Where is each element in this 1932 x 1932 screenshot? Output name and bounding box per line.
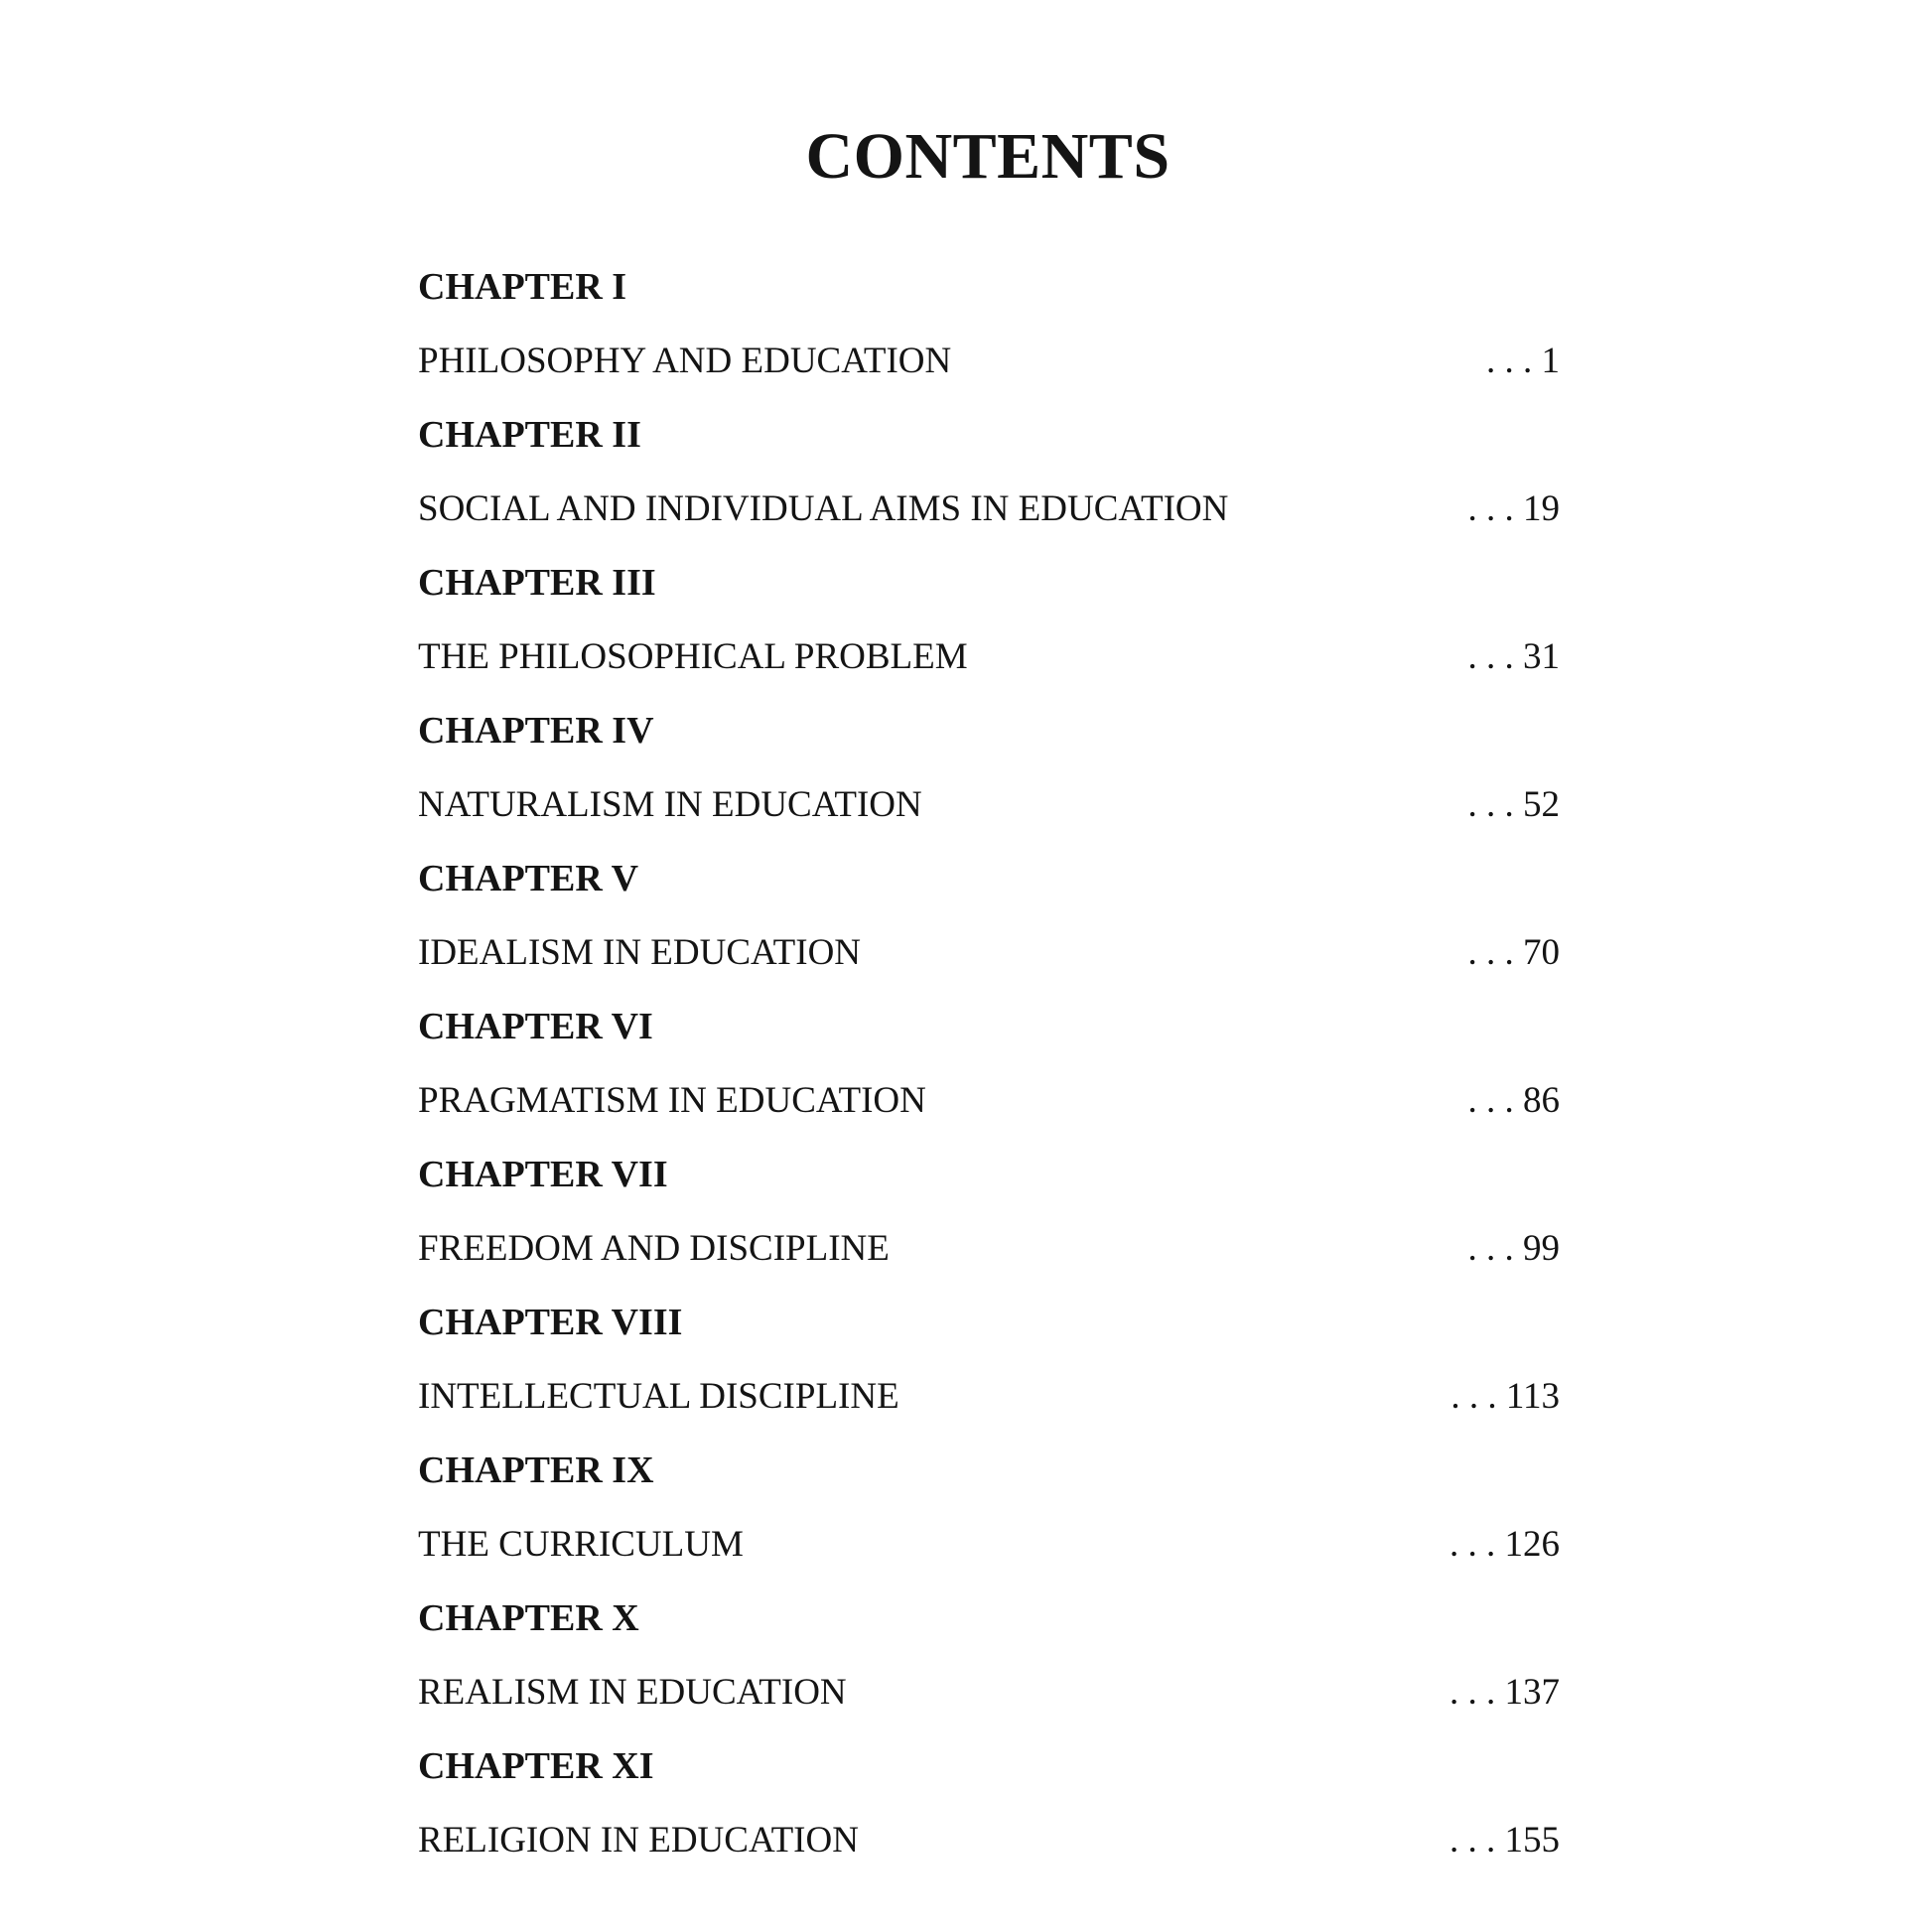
chapter-page-number: . . . 99 — [1467, 1228, 1560, 1269]
chapter-label: CHAPTER IV — [418, 710, 654, 752]
chapter-page-number: . . . 31 — [1467, 636, 1560, 677]
chapter-page-number: . . . 155 — [1449, 1820, 1560, 1861]
chapter-title: THE CURRICULUM — [418, 1524, 744, 1565]
chapter-label: CHAPTER X — [418, 1597, 639, 1639]
chapter-title: THE PHILOSOPHICAL PROBLEM — [418, 636, 968, 677]
chapter-label: CHAPTER VI — [418, 1006, 653, 1047]
chapter-label: CHAPTER XI — [418, 1745, 654, 1787]
chapter-title: FREEDOM AND DISCIPLINE — [418, 1228, 890, 1269]
chapter-label: CHAPTER V — [418, 858, 639, 899]
toc-entry — [418, 1434, 1560, 1582]
chapter-row[interactable] — [418, 1655, 1560, 1729]
chapter-row[interactable] — [418, 1063, 1560, 1138]
chapter-row[interactable] — [418, 1211, 1560, 1286]
chapter-row[interactable] — [418, 915, 1560, 990]
chapter-title: IDEALISM IN EDUCATION — [418, 932, 862, 973]
toc-entry — [418, 1582, 1560, 1729]
chapter-row[interactable] — [418, 620, 1560, 694]
page-title: CONTENTS — [805, 120, 1171, 193]
chapter-label: CHAPTER VIII — [418, 1302, 683, 1343]
chapter-row[interactable] — [418, 472, 1560, 546]
chapter-label: CHAPTER III — [418, 562, 656, 604]
chapter-title: PRAGMATISM IN EDUCATION — [418, 1080, 926, 1121]
chapter-row[interactable] — [418, 1803, 1560, 1877]
chapter-row[interactable] — [418, 1359, 1560, 1434]
chapter-page-number: . . . 113 — [1450, 1376, 1560, 1417]
chapter-page-number: . . . 19 — [1467, 488, 1560, 529]
chapter-label: CHAPTER VII — [418, 1154, 668, 1195]
chapter-page-number: . . . 70 — [1467, 932, 1560, 973]
toc-entry — [418, 842, 1560, 990]
toc-entry — [418, 546, 1560, 694]
chapter-title: PHILOSOPHY AND EDUCATION — [418, 341, 952, 381]
toc-entry — [418, 250, 1560, 398]
toc-entry — [418, 1729, 1560, 1877]
chapter-row[interactable] — [418, 1507, 1560, 1582]
chapter-title: SOCIAL AND INDIVIDUAL AIMS IN EDUCATION — [418, 488, 1229, 529]
chapter-title: RELIGION IN EDUCATION — [418, 1820, 859, 1861]
chapter-page-number: . . . 1 — [1486, 341, 1560, 381]
toc-entry — [418, 1138, 1560, 1286]
chapter-row[interactable] — [418, 767, 1560, 842]
chapter-label: CHAPTER IX — [418, 1449, 654, 1491]
chapter-page-number: . . . 126 — [1449, 1524, 1560, 1565]
chapter-page-number: . . . 86 — [1467, 1080, 1560, 1121]
chapter-label: CHAPTER I — [418, 266, 627, 308]
toc-entry — [418, 990, 1560, 1138]
chapter-page-number: . . . 52 — [1467, 784, 1560, 825]
chapter-title: REALISM IN EDUCATION — [418, 1672, 847, 1713]
chapter-page-number: . . . 137 — [1449, 1672, 1560, 1713]
chapter-row[interactable] — [418, 324, 1560, 398]
toc-entry — [418, 694, 1560, 842]
chapter-title: NATURALISM IN EDUCATION — [418, 784, 922, 825]
chapter-label: CHAPTER II — [418, 414, 641, 456]
chapter-title: INTELLECTUAL DISCIPLINE — [418, 1376, 899, 1417]
toc-entry — [418, 398, 1560, 546]
toc-entry — [418, 1286, 1560, 1434]
table-of-contents — [418, 250, 1560, 1877]
